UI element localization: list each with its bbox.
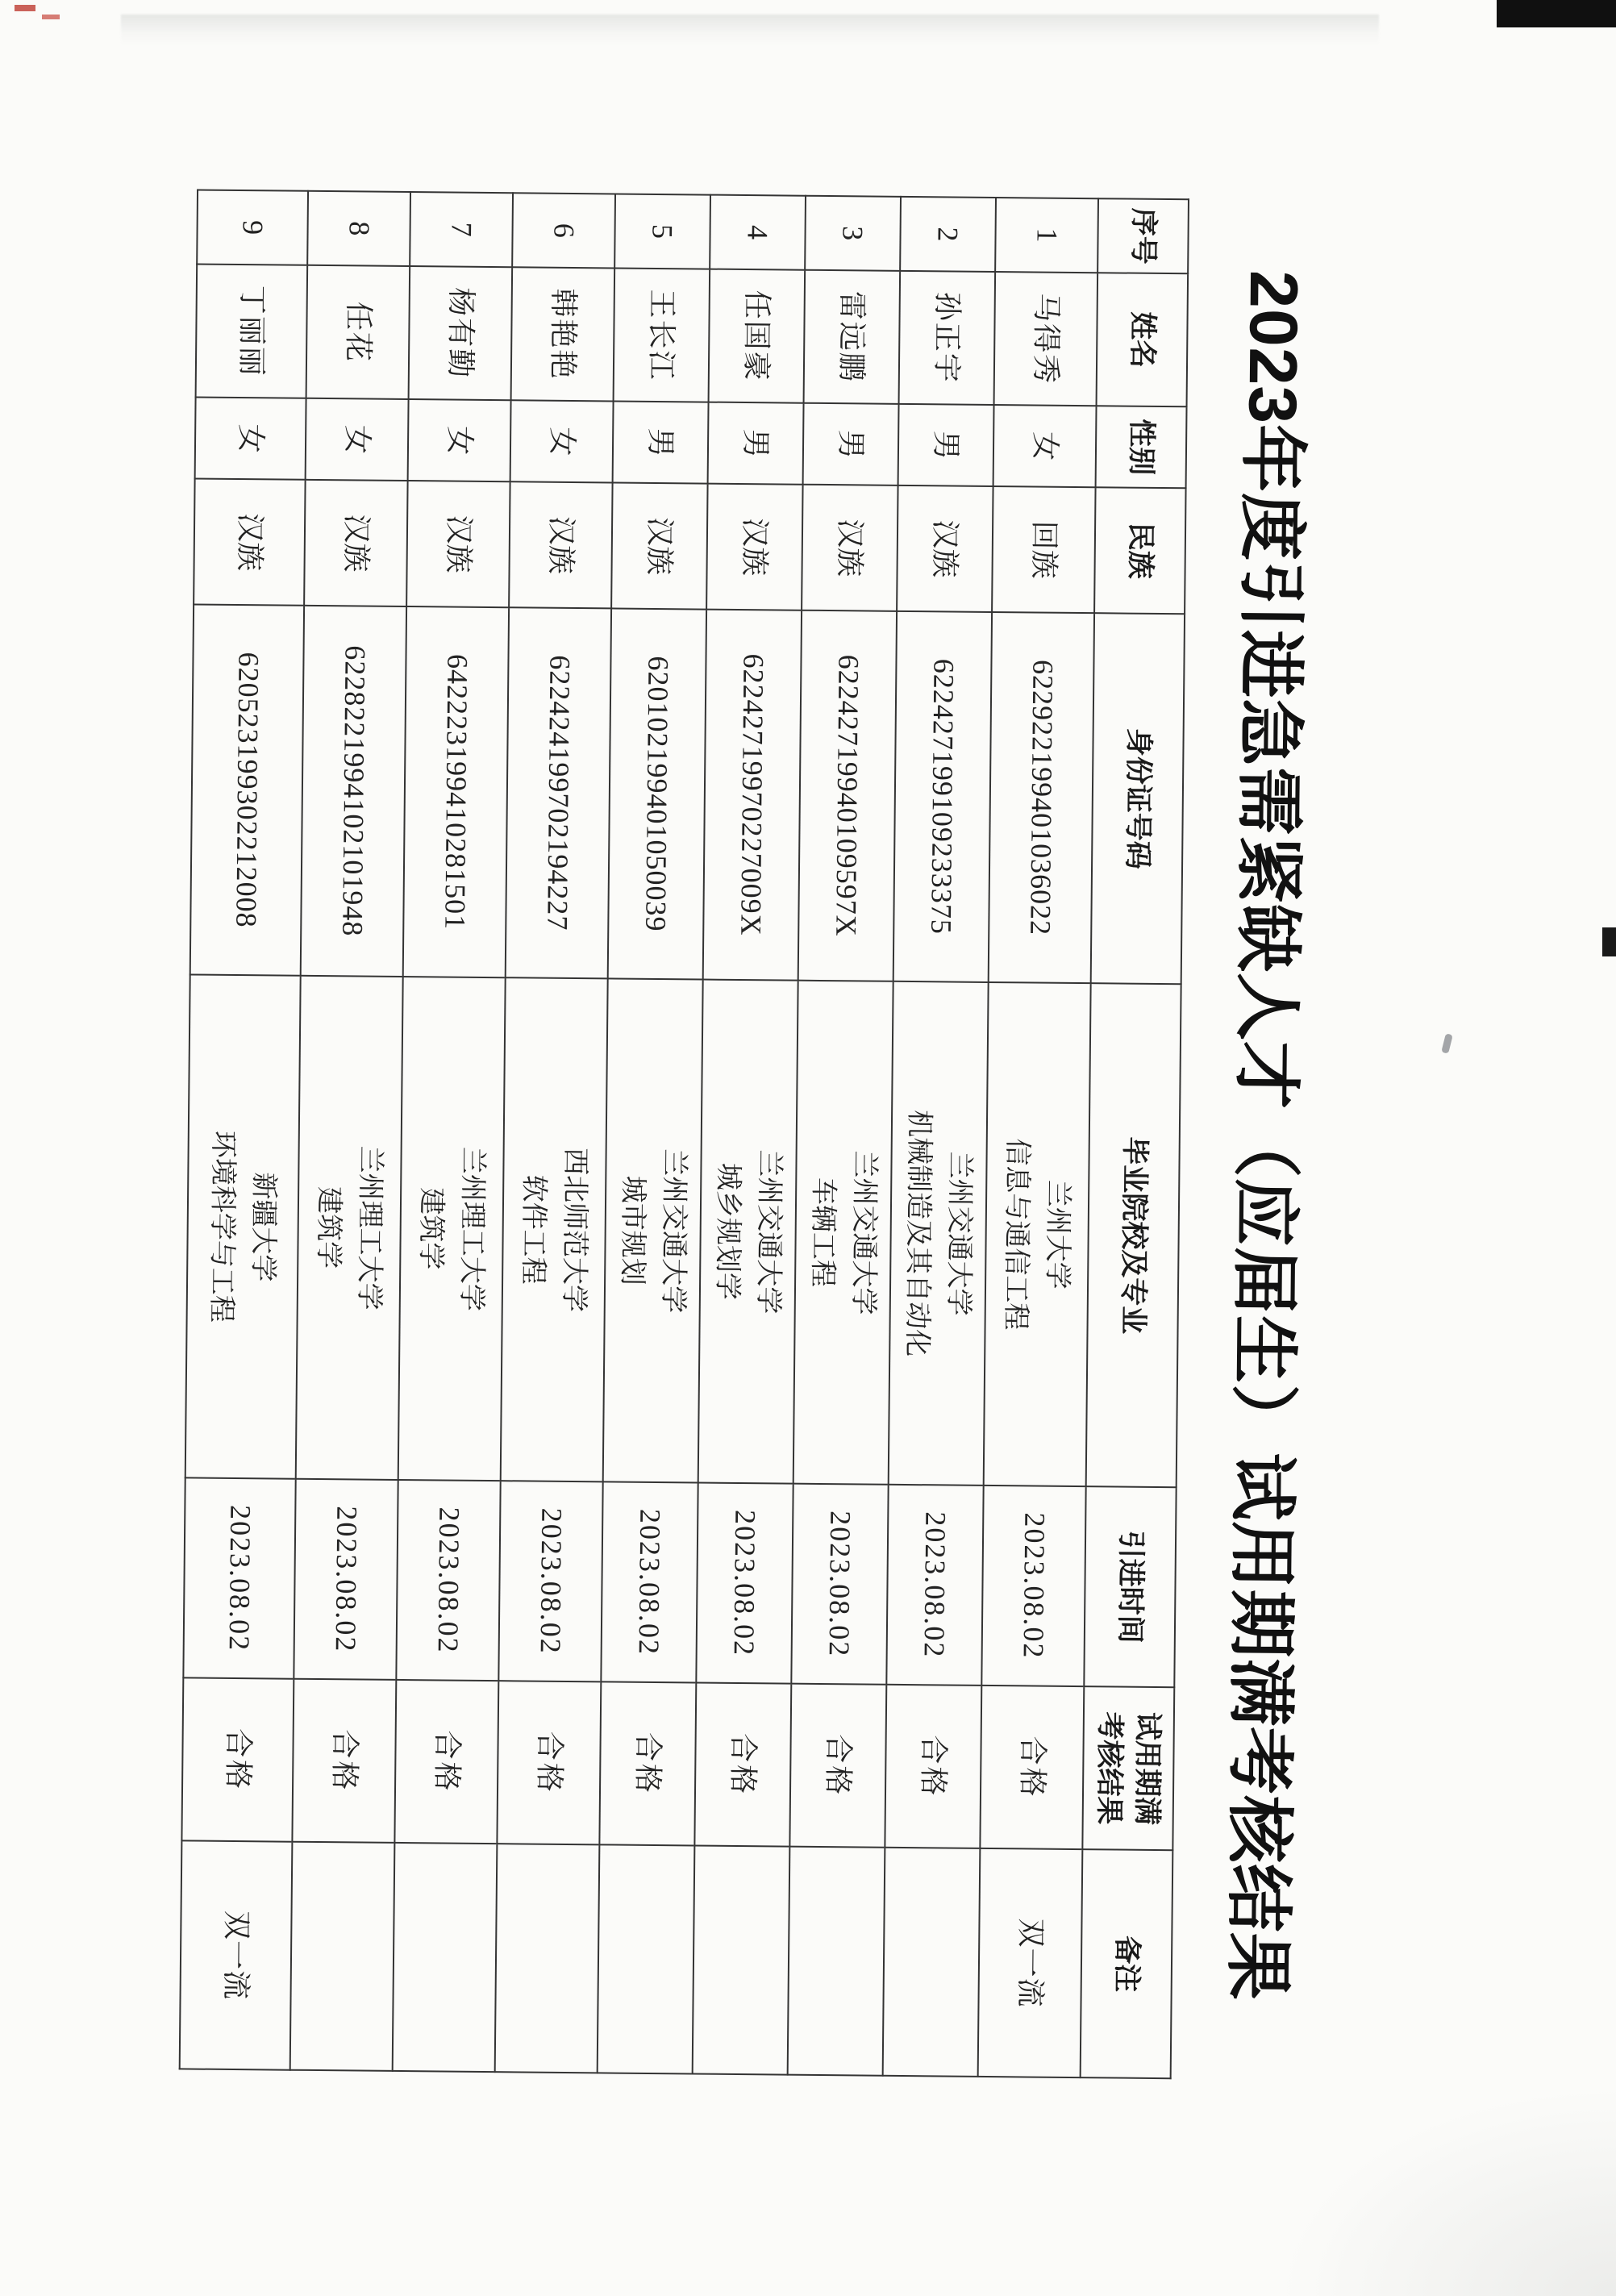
cell-school-major: 兰州交通大学 车辆工程: [793, 981, 893, 1485]
cell-gender: 女: [408, 399, 511, 481]
cell-result: 合格: [181, 1677, 294, 1841]
cell-remark: [393, 1843, 498, 2072]
table-row: [598, 194, 710, 2073]
cell-no: 5: [614, 194, 710, 269]
cell-school-major: 兰州理工大学 建筑学: [296, 976, 403, 1480]
cell-school-major: 新疆大学 环境科学与工程: [185, 974, 301, 1478]
cell-ethnicity: 汉族: [194, 478, 305, 605]
cell-gender: 男: [898, 404, 994, 486]
cell-gender: 男: [803, 403, 899, 485]
cell-no: 7: [410, 192, 513, 267]
cell-gender: 女: [510, 400, 614, 482]
cell-name: 任花: [306, 265, 410, 399]
table-row: [693, 195, 806, 2075]
cell-result: 合格: [497, 1681, 601, 1844]
cell-result: 合格: [885, 1685, 981, 1848]
cell-id-number: 622424199702194227: [506, 607, 611, 978]
cell-remark: [693, 1846, 790, 2075]
cell-ethnicity: 汉族: [304, 480, 407, 606]
cell-ethnicity: 汉族: [802, 485, 898, 611]
cell-ethnicity: 汉族: [406, 481, 510, 607]
rotated-sheet: [152, 189, 1332, 2081]
cell-ethnicity: 汉族: [706, 484, 802, 610]
cell-school-major: 西北师范大学 软件工程: [501, 977, 608, 1481]
corner-red-marks: [15, 5, 71, 26]
cell-remark: [788, 1847, 885, 2076]
header-no: 序号: [1097, 198, 1189, 273]
assessment-results-table: [179, 189, 1189, 2079]
cell-gender: 男: [708, 402, 804, 485]
header-id-number: 身份证号码: [1091, 613, 1185, 984]
header-probation-result: 试用期满 考核结果: [1082, 1686, 1174, 1850]
cell-name: 杨有勤: [409, 266, 513, 400]
cell-intro-date: 2023.08.02: [396, 1480, 500, 1681]
cell-result: 合格: [694, 1683, 791, 1847]
cell-no: 9: [197, 190, 308, 265]
cell-id-number: 62242719940109597X: [798, 610, 897, 981]
header-name: 姓名: [1097, 273, 1189, 406]
cell-id-number: 642223199410281501: [403, 606, 509, 977]
table-row: [495, 193, 615, 2073]
cell-ethnicity: 汉族: [897, 485, 993, 612]
table-row: [393, 192, 513, 2072]
cell-result: 合格: [980, 1686, 1084, 1849]
cell-ethnicity: 汉族: [611, 482, 707, 609]
header-school-major: 毕业院校及专业: [1086, 983, 1181, 1487]
cell-no: 4: [710, 195, 806, 270]
cell-school-major: 兰州理工大学 建筑学: [398, 977, 506, 1481]
cell-result: 合格: [599, 1681, 696, 1845]
cell-result: 合格: [394, 1680, 498, 1844]
cell-remark: 双一流: [978, 1848, 1083, 2077]
cell-no: 8: [307, 191, 410, 266]
cell-gender: 女: [306, 398, 409, 481]
cell-id-number: 622922199401036022: [989, 612, 1094, 983]
cell-name: 韩艳艳: [511, 267, 615, 401]
cell-no: 2: [900, 197, 996, 272]
cell-school-major: 兰州交通大学 机械制造及其自动化: [889, 981, 989, 1486]
cell-no: 3: [805, 196, 901, 271]
cell-name: 任国豪: [709, 269, 806, 403]
cell-intro-date: 2023.08.02: [791, 1484, 888, 1685]
header-remark: 备注: [1081, 1849, 1173, 2078]
cell-intro-date: 2023.08.02: [498, 1481, 602, 1681]
cell-result: 合格: [292, 1679, 396, 1843]
cell-intro-date: 2023.08.02: [601, 1481, 698, 1682]
cell-name: 丁丽丽: [196, 264, 308, 398]
cell-name: 马得秀: [994, 272, 1098, 406]
header-intro-date: 引进时间: [1084, 1486, 1176, 1687]
scan-shadow: [1277, 2086, 1616, 2296]
cell-name: 王长江: [614, 268, 710, 402]
cell-id-number: 622427199109233375: [893, 611, 992, 982]
cell-ethnicity: 回族: [992, 486, 1095, 613]
cell-name: 雷远鹏: [804, 270, 901, 404]
header-ethnicity: 民族: [1094, 487, 1185, 614]
cell-ethnicity: 汉族: [509, 481, 612, 608]
cell-gender: 男: [613, 401, 709, 483]
cell-intro-date: 2023.08.02: [886, 1485, 983, 1686]
table-row: [180, 190, 308, 2069]
cell-remark: [495, 1844, 600, 2073]
table-row: [290, 191, 410, 2071]
cell-intro-date: 2023.08.02: [981, 1486, 1085, 1686]
table-row: [883, 197, 996, 2077]
header-row: [1081, 198, 1189, 2078]
scan-edge-mark: [1602, 927, 1616, 956]
cell-gender: 女: [195, 397, 306, 479]
cell-school-major: 兰州大学 信息与通信工程: [984, 982, 1091, 1486]
cell-intro-date: 2023.08.02: [696, 1483, 793, 1684]
cell-id-number: 620523199302212008: [190, 604, 304, 975]
cell-intro-date: 2023.08.02: [183, 1477, 295, 1678]
cell-remark: [598, 1844, 695, 2073]
header-gender: 性别: [1096, 406, 1187, 488]
cell-no: 6: [512, 193, 615, 268]
scan-black-corner: [1497, 0, 1616, 27]
cell-remark: 双一流: [180, 1840, 293, 2069]
cell-remark: [290, 1842, 395, 2071]
cell-remark: [883, 1848, 981, 2077]
table-row: [788, 196, 901, 2076]
cell-gender: 女: [993, 405, 1097, 487]
table-row: [978, 198, 1098, 2077]
cell-name: 孙正宇: [899, 271, 996, 405]
document-title: 2023年度引进急需紧缺人才（应届生）试用期满考核结果: [1219, 269, 1313, 2002]
cell-id-number: 62242719970227009X: [703, 610, 802, 981]
cell-school-major: 兰州交通大学 城市规划: [603, 978, 703, 1482]
scan-streak: [121, 15, 1379, 47]
cell-id-number: 6228221994102101948: [301, 606, 406, 977]
stray-pen-mark: [1441, 1033, 1453, 1053]
cell-no: 1: [995, 198, 1098, 273]
cell-intro-date: 2023.08.02: [294, 1479, 398, 1680]
cell-id-number: 620102199401050039: [608, 608, 706, 979]
cell-school-major: 兰州交通大学 城乡规划学: [698, 980, 798, 1484]
cell-result: 合格: [789, 1684, 886, 1848]
